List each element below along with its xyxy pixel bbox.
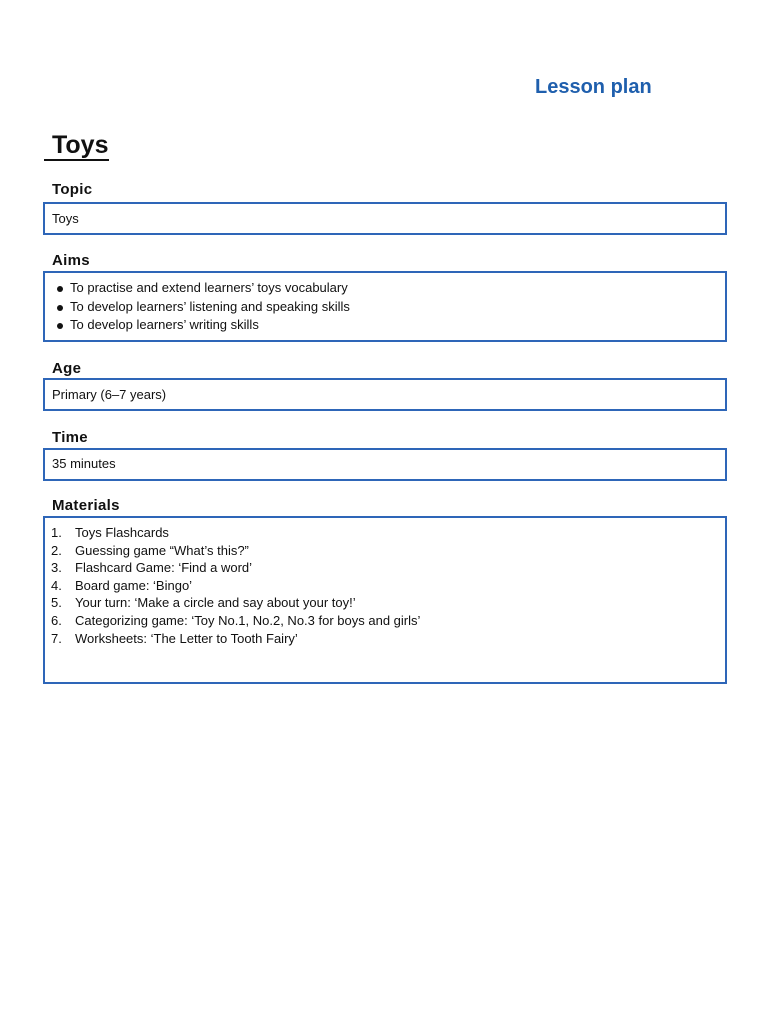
item-number: 2. (51, 542, 62, 558)
bullet-icon (57, 323, 63, 329)
time-value: 35 minutes (52, 456, 116, 471)
aims-list-item (57, 316, 350, 335)
aims-box (43, 271, 727, 342)
item-text: Board game: ‘Bingo’ (75, 577, 193, 593)
lesson-plan-header: Lesson plan (535, 76, 652, 98)
materials-label: Materials (52, 497, 120, 514)
item-number: 3. (51, 560, 62, 576)
item-number: 6. (51, 612, 62, 628)
aims-label: Aims (52, 252, 90, 269)
item-number: 4. (51, 577, 62, 593)
page-title: Toys (44, 131, 109, 161)
topic-box (43, 202, 727, 235)
age-box (43, 378, 727, 411)
materials-list-item (51, 524, 420, 542)
item-text: Worksheets: ‘The Letter to Tooth Fairy’ (75, 630, 298, 646)
item-text: Categorizing game: ‘Toy No.1, No.2, No.3 for boys and girls’ (75, 612, 421, 628)
aims-item-text: To develop learners’ listening and speaking skills (70, 298, 350, 314)
bullet-icon (57, 286, 63, 292)
topic-label: Topic (52, 181, 93, 198)
item-text: Toys Flashcards (75, 525, 169, 540)
materials-list-item (51, 559, 420, 577)
time-box (43, 448, 727, 481)
materials-list (51, 524, 420, 647)
item-number: 5. (51, 595, 62, 611)
item-text: Your turn: ‘Make a circle and say about your toy!’ (75, 595, 356, 611)
materials-list-item (51, 612, 420, 630)
bullet-icon (57, 305, 63, 311)
age-label: Age (52, 360, 82, 377)
materials-list-item (51, 594, 420, 612)
materials-box (43, 516, 727, 684)
item-number: 7. (51, 630, 62, 646)
item-text: Flashcard Game: ‘Find a word’ (75, 560, 253, 576)
time-label: Time (52, 429, 88, 446)
aims-item-text: To practise and extend learners’ toys vocabulary (70, 280, 348, 295)
item-text: Guessing game “What’s this?” (75, 542, 249, 558)
topic-value: Toys (52, 211, 79, 226)
aims-list (57, 279, 350, 335)
aims-list-item (57, 279, 350, 298)
materials-list-item (51, 542, 420, 560)
age-value: Primary (6–7 years) (52, 387, 167, 402)
materials-list-item (51, 630, 420, 648)
aims-item-text: To develop learners’ writing skills (70, 317, 259, 332)
aims-list-item (57, 298, 350, 317)
item-number: 1. (51, 525, 62, 540)
materials-list-item (51, 577, 420, 595)
